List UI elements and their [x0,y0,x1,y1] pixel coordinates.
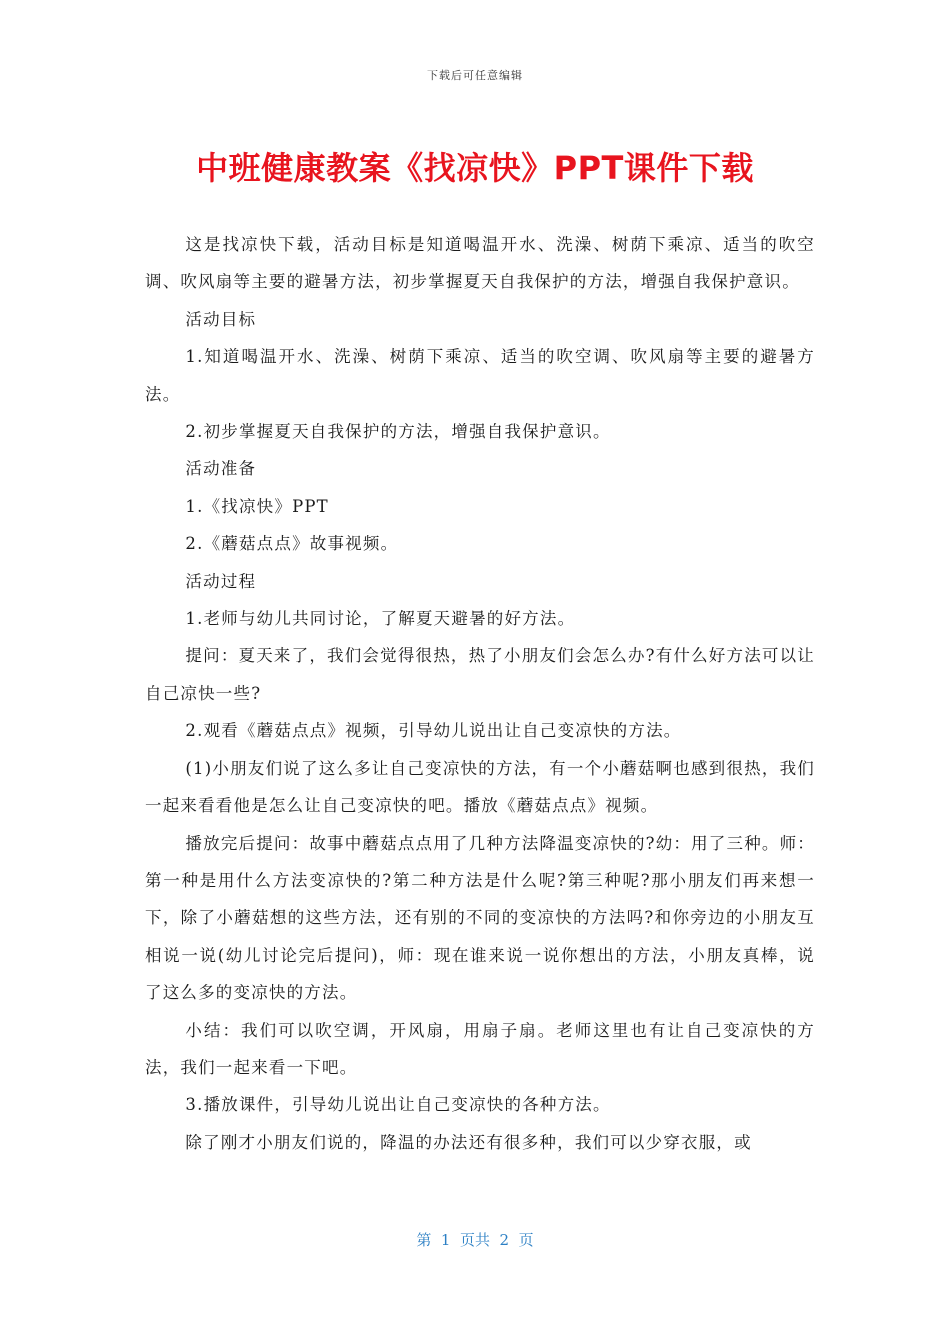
paragraph-prep-1: 1.《找凉快》PPT [185,496,329,516]
header-note: 下载后可任意编辑 [427,69,523,82]
section-heading-process: 活动过程 [185,571,257,591]
paragraph-process-3: 3.播放课件，引导幼儿说出让自己变凉快的各种方法。 [185,1095,611,1115]
paragraph-intro: 这是找凉快下载，活动目标是知道喝温开水、洗澡、树荫下乘凉、适当的吹空调、吹风扇等主要的避暑方法，初步掌握夏天自我保护的方法，增强自我保护意识。 [145,235,815,292]
section-heading-goals: 活动目标 [185,309,257,329]
paragraph-goal-1: 1.知道喝温开水、洗澡、树荫下乘凉、适当的吹空调、吹风扇等主要的避暑方法。 [145,347,815,404]
paragraph-process-2-1: (1)小朋友们说了这么多让自己变凉快的方法，有一个小蘑菇啊也感到很热，我们一起来看看他是怎么让自己变凉快的吧。播放《蘑菇点点》视频。 [145,758,815,816]
paragraph-process-2: 2.观看《蘑菇点点》视频，引导幼儿说出让自己变凉快的方法。 [185,721,682,741]
paragraph-after-video: 播放完后提问：故事中蘑菇点点用了几种方法降温变凉快的?幼：用了三种。师：第一种是用什么方法变凉快的?第二种方法是什么呢?第三种呢?那小朋友们再来想一下，除了小蘑菇想的这些方法，还有别的不同的变凉快的方法吗?和你旁边的小朋友互相说一说(幼儿讨论完后提问)，师：现在谁来说一说你想出的方法，小朋友真棒，说了这么多的变凉快的方法。 [145,833,815,1003]
paragraph-summary: 小结：我们可以吹空调，开风扇，用扇子扇。老师这里也有让自己变凉快的方法，我们一起来看一下吧。 [145,1020,815,1077]
paragraph-goal-2: 2.初步掌握夏天自我保护的方法，增强自我保护意识。 [185,422,611,442]
paragraph-continued: 除了刚才小朋友们说的，降温的办法还有很多种，我们可以少穿衣服，或 [185,1132,752,1152]
document-title: 中班健康教案《找凉快》PPT课件下载 [196,149,754,187]
paragraph-prep-2: 2.《蘑菇点点》故事视频。 [185,534,399,554]
document-body [145,226,815,1161]
paragraph-process-1: 1.老师与幼儿共同讨论，了解夏天避暑的好方法。 [185,609,576,629]
section-heading-preparation: 活动准备 [185,459,257,479]
paragraph-question: 提问：夏天来了，我们会觉得很热，热了小朋友们会怎么办?有什么好方法可以让自己凉快一些? [145,646,815,703]
page-number-footer: 第 1 页共 2 页 [416,1231,534,1249]
